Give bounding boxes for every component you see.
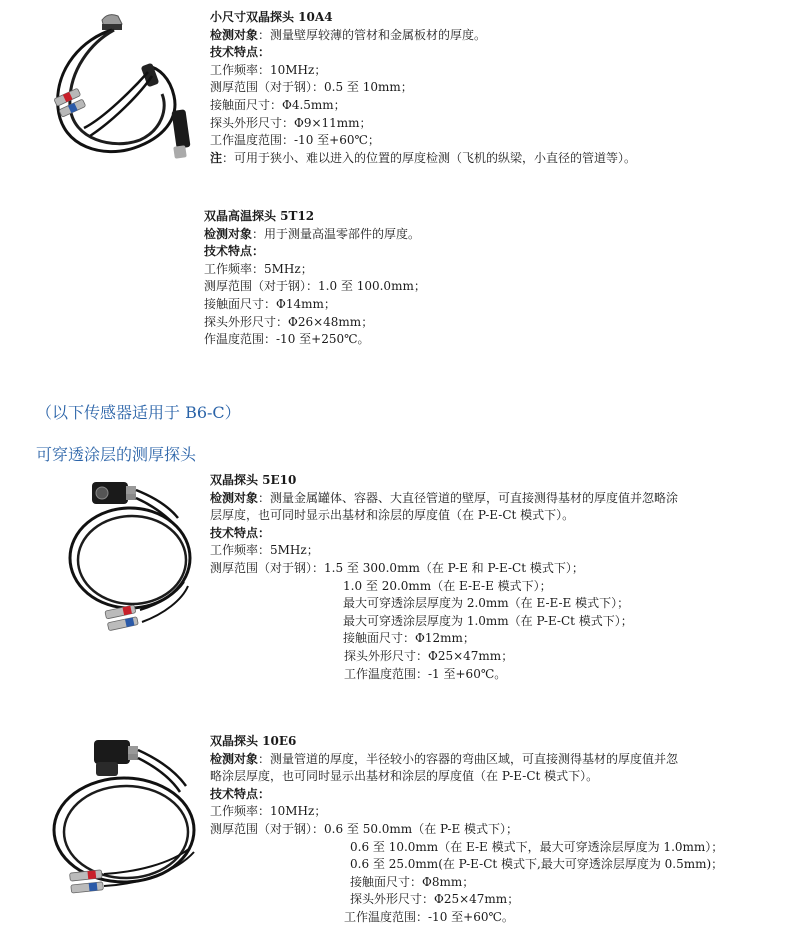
probe-5e10-photo (60, 474, 208, 634)
probe-5t12-description (204, 208, 426, 349)
probe-10e6-target: 检测对象：测量管道的厚度，半径较小的容器的弯曲区域，可直接测得基材的厚度值并忽 (210, 751, 679, 766)
probe-5e10-title: 双晶探头 5E10 (210, 473, 297, 487)
probe-10a4-range: 测厚范围（对于钢）：0.5 至 10mm； (210, 80, 413, 95)
probe-10a4-size: 探头外形尺寸：Φ9×11mm； (210, 115, 372, 130)
probe-10a4-description (210, 9, 636, 167)
probe-5e10-target: 检测对象：测量金属罐体、容器、大直径管道的壁厚，可直接测得基材的厚度值并忽略涂 (210, 490, 679, 505)
probe-10e6-range-3: 0.6 至 25.0mm(在 P-E-Ct 模式下,最大可穿透涂层厚度为 0.5mm)； (350, 857, 724, 872)
probe-10a4-note: 注：可用于狭小、难以进入的位置的厚度检测（飞机的纵梁，小直径的管道等）。 (210, 150, 637, 165)
probe-5e10-contact: 接触面尺寸：Φ12mm； (343, 631, 475, 646)
probe-5t12-temp: 作温度范围：-10 至+250℃。 (204, 332, 370, 347)
probe-10e6-spec-heading: 技术特点： (210, 786, 271, 801)
probe-5e10-range-2: 1.0 至 20.0mm（在 E-E-E 模式下）； (343, 578, 552, 593)
probe-10a4-spec-heading: 技术特点： (210, 45, 271, 60)
probe-10e6-target-cont: 略涂层厚度，也可同时显示出基材和涂层的厚度值（在 P-E-Ct 模式下）。 (210, 769, 599, 784)
probe-5t12-spec-heading: 技术特点： (204, 244, 265, 259)
probe-5e10-range-3: 最大可穿透涂层厚度为 2.0mm（在 E-E-E 模式下）； (343, 596, 630, 611)
probe-10a4-temp: 工作温度范围：-10 至+60℃； (210, 133, 380, 148)
probe-10e6-range: 测厚范围（对于钢）：0.6 至 50.0mm（在 P-E 模式下）； (210, 821, 519, 836)
probe-5e10-range: 测厚范围（对于钢）：1.5 至 300.0mm（在 P-E 和 P-E-Ct 模式下）； (210, 560, 584, 575)
section-heading-coating-probes: 可穿透涂层的测厚探头 (36, 445, 197, 464)
probe-10e6-photo (40, 732, 208, 900)
probe-5e10-frequency: 工作频率：5MHz； (210, 543, 319, 558)
probe-10e6-temp: 工作温度范围：-10 至+60℃。 (344, 909, 514, 924)
probe-10e6-range-2: 0.6 至 10.0mm（在 E-E 模式下，最大可穿透涂层厚度为 1.0mm）； (350, 839, 724, 854)
section-heading-b6c: （以下传感器适用于 B6-C） (36, 403, 241, 422)
probe-5t12-target: 检测对象：用于测量高温零部件的厚度。 (204, 226, 421, 241)
probe-5t12-contact: 接触面尺寸：Φ14mm； (204, 296, 336, 311)
probe-10a4-title: 小尺寸双晶探头 10A4 (210, 10, 333, 24)
probe-5t12-title: 双晶高温探头 5T12 (204, 209, 315, 223)
probe-10e6-description (210, 733, 723, 927)
probe-5e10-range-4: 最大可穿透涂层厚度为 1.0mm（在 P-E-Ct 模式下）； (343, 613, 633, 628)
probe-10e6-frequency: 工作频率：10MHz； (210, 804, 327, 819)
probe-5e10-size: 探头外形尺寸：Φ25×47mm； (344, 648, 514, 663)
probe-10a4-target: 检测对象：测量壁厚较薄的管材和金属板材的厚度。 (210, 27, 487, 42)
probe-5e10-spec-heading: 技术特点： (210, 525, 271, 540)
probe-10a4-frequency: 工作频率：10MHz； (210, 62, 327, 77)
probe-10a4-photo (44, 8, 204, 186)
probe-5e10-description (210, 472, 678, 683)
probe-5e10-target-cont: 层厚度，也可同时显示出基材和涂层的厚度值（在 P-E-Ct 模式下）。 (210, 508, 575, 523)
probe-5e10-temp: 工作温度范围：-1 至+60℃。 (344, 666, 507, 681)
probe-10e6-size: 探头外形尺寸：Φ25×47mm； (350, 892, 520, 907)
probe-10e6-contact: 接触面尺寸：Φ8mm； (350, 874, 475, 889)
probe-10e6-title: 双晶探头 10E6 (210, 734, 297, 748)
probe-5t12-size: 探头外形尺寸：Φ26×48mm； (204, 314, 374, 329)
probe-5t12-frequency: 工作频率：5MHz； (204, 261, 313, 276)
probe-10a4-contact: 接触面尺寸：Φ4.5mm； (210, 97, 346, 112)
probe-5t12-range: 测厚范围（对于钢）：1.0 至 100.0mm； (204, 279, 426, 294)
